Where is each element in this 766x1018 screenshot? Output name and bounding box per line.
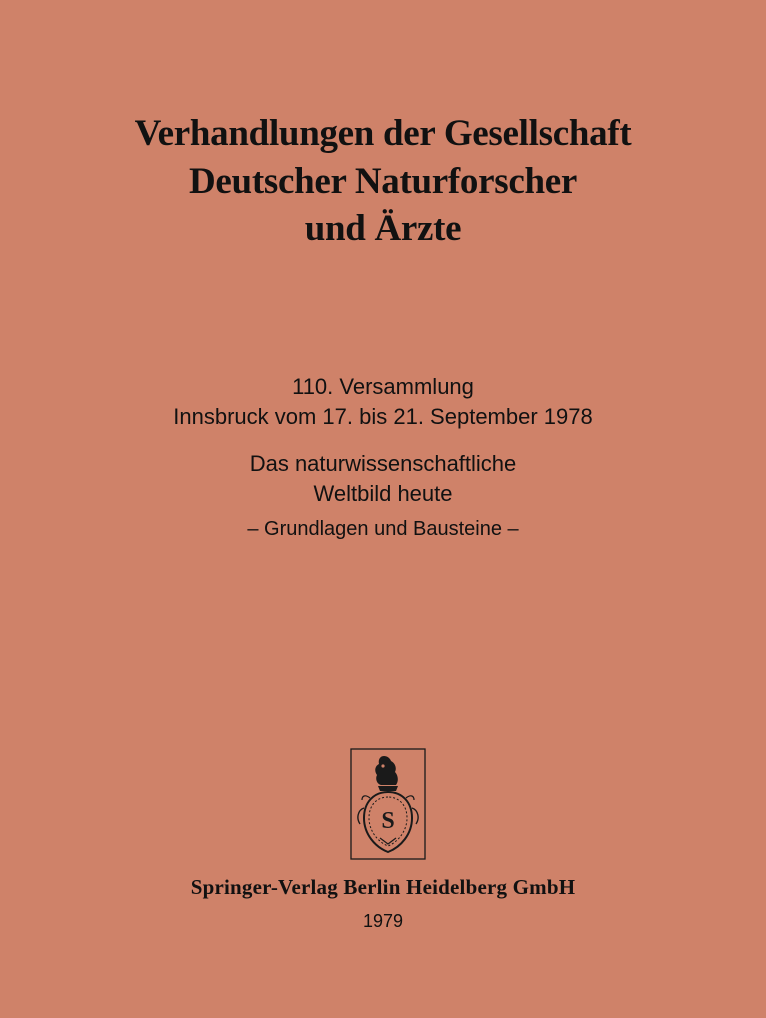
meeting-number: 110. Versammlung <box>292 374 474 399</box>
title-line-1: Verhandlungen der Gesellschaft <box>134 113 632 154</box>
theme-line-1: Das naturwissenschaftliche <box>249 451 517 476</box>
emblem-monogram: S <box>381 808 395 834</box>
publisher-name: Springer-Verlag Berlin Heidelberg GmbH <box>190 875 576 899</box>
publication-year: 1979 <box>362 911 404 931</box>
springer-knight-emblem-icon <box>350 748 426 860</box>
title-line-3: und Ärzte <box>304 208 462 249</box>
theme-subtitle: – Grundlagen und Bausteine – <box>247 518 519 540</box>
theme-line-2: Weltbild heute <box>313 481 453 506</box>
title-line-2: Deutscher Naturforscher <box>189 161 577 202</box>
meeting-place-date: Innsbruck vom 17. bis 21. September 1978 <box>173 404 593 429</box>
